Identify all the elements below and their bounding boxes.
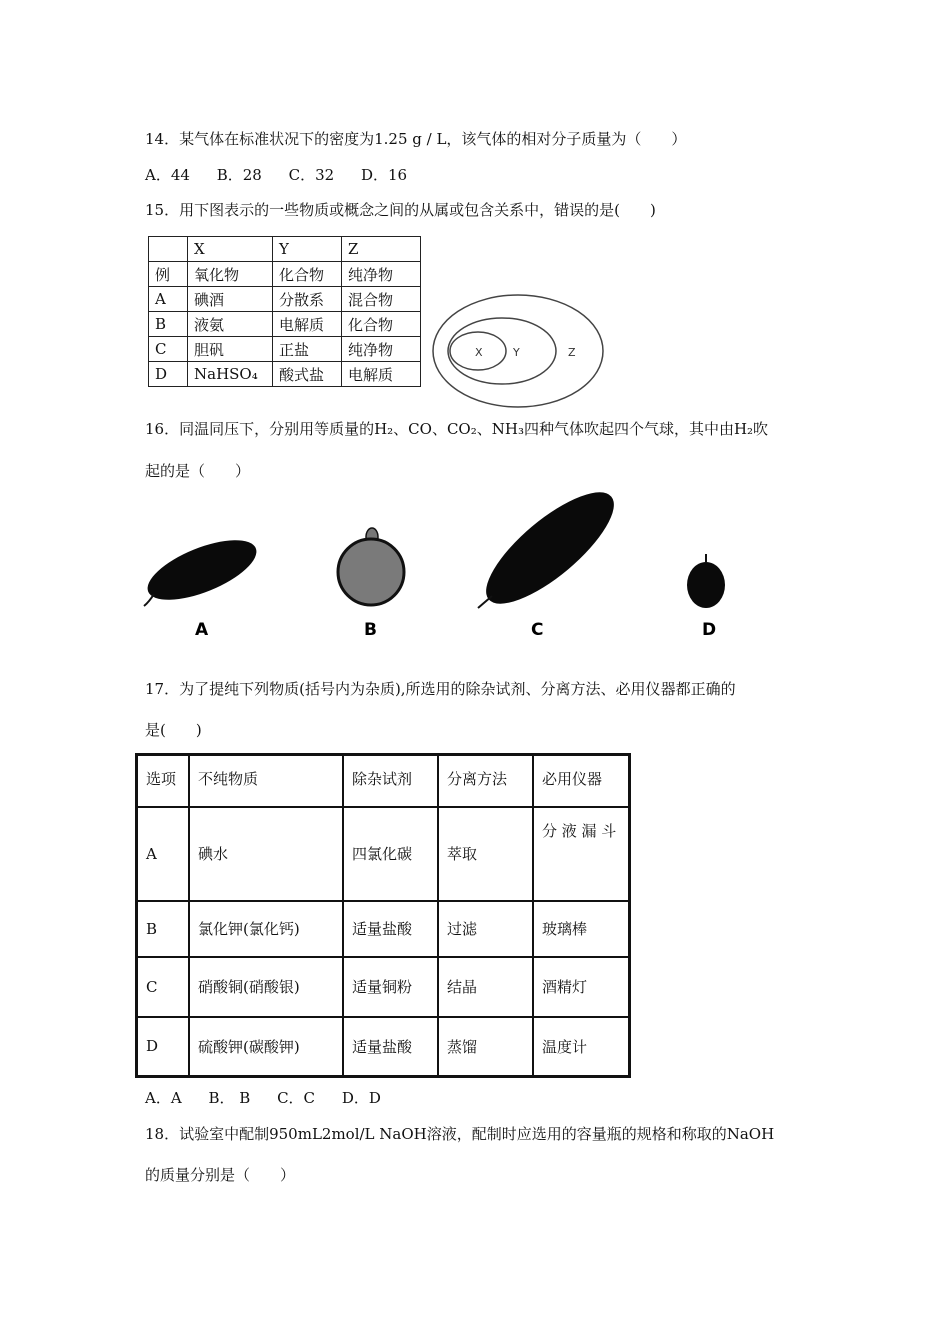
- table-cell: [149, 237, 188, 262]
- table-cell: 四氯化碳: [343, 807, 438, 901]
- table-cell: 分离方法: [438, 755, 533, 807]
- table-row: [149, 262, 421, 287]
- table-cell: 纯净物: [342, 337, 421, 362]
- table-cell: B: [137, 901, 190, 957]
- table-row: [137, 901, 630, 957]
- table-row: [137, 1017, 630, 1077]
- table-cell: 适量铜粉: [343, 957, 438, 1017]
- q17-choice-a: A．A: [145, 1089, 182, 1107]
- q14-choice-b: B．28: [216, 166, 262, 184]
- table-cell: 选项: [137, 755, 190, 807]
- table-cell: 酸式盐: [273, 362, 342, 387]
- table-cell: 蒸馏: [438, 1017, 533, 1077]
- q16-stem-line2: 起的是（ ）: [145, 462, 251, 480]
- balloon-label-d: D: [702, 620, 717, 640]
- table-row: [149, 287, 421, 312]
- q14-choice-a: A．44: [145, 166, 190, 184]
- table-cell: 硝酸铜(硝酸银): [189, 957, 343, 1017]
- table-cell: 适量盐酸: [343, 1017, 438, 1077]
- balloon-c-icon: [471, 490, 630, 621]
- table-cell: C: [149, 337, 188, 362]
- table-cell: 硫酸钾(碳酸钾): [189, 1017, 343, 1077]
- table-cell: 正盐: [273, 337, 342, 362]
- table-header-row: [137, 755, 630, 807]
- table-cell: 碘水: [189, 807, 343, 901]
- table-cell: 化合物: [342, 312, 421, 337]
- q15-stem: 15．用下图表示的一些物质或概念之间的从属或包含关系中，错误的是( ): [145, 201, 656, 219]
- table-cell: X: [188, 237, 273, 262]
- table-row: [137, 957, 630, 1017]
- table-cell: 电解质: [342, 362, 421, 387]
- table-cell: D: [149, 362, 188, 387]
- q18-stem-line1: 18．试验室中配制950mL2mol/L NaOH溶液，配制时应选用的容量瓶的规格和称取的NaOH: [145, 1125, 775, 1143]
- table-cell: 温度计: [533, 1017, 630, 1077]
- q17-choice-d: D．D: [341, 1089, 381, 1107]
- q14-choice-d: D．16: [360, 166, 408, 184]
- q15-table: [148, 236, 421, 387]
- table-cell: 酒精灯: [533, 957, 630, 1017]
- table-cell: Z: [342, 237, 421, 262]
- q17-choice-c: C．C: [277, 1089, 316, 1107]
- balloon-label-b: B: [364, 620, 377, 640]
- balloon-d-icon: [687, 554, 725, 608]
- q14-stem: 14．某气体在标准状况下的密度为1.25 g / L，该气体的相对分子质量为（ ）: [145, 130, 687, 148]
- table-cell: A: [137, 807, 190, 901]
- table-cell: C: [137, 957, 190, 1017]
- table-cell: 除杂试剂: [343, 755, 438, 807]
- table-cell: A: [149, 287, 188, 312]
- balloon-label-a: A: [195, 620, 209, 640]
- table-header-row: [149, 237, 421, 262]
- table-cell: 化合物: [273, 262, 342, 287]
- table-cell: 例: [149, 262, 188, 287]
- table-row: [149, 362, 421, 387]
- table-cell: B: [149, 312, 188, 337]
- q17-stem-line2: 是( ): [145, 721, 202, 739]
- table-row: [137, 807, 630, 901]
- table-cell: 氯化钾(氯化钙): [189, 901, 343, 957]
- q18-stem-line2: 的质量分别是（ ）: [145, 1166, 296, 1184]
- table-cell: 液氨: [188, 312, 273, 337]
- table-cell: 氧化物: [188, 262, 273, 287]
- balloon-label-c: C: [531, 620, 544, 640]
- table-cell: 碘酒: [188, 287, 273, 312]
- table-cell: 混合物: [342, 287, 421, 312]
- balloon-figure: [140, 490, 750, 645]
- diagram-label-z: Z: [568, 346, 576, 359]
- table-cell: Y: [273, 237, 342, 262]
- q17-choice-b: B． B: [208, 1089, 251, 1107]
- table-row: [149, 337, 421, 362]
- table-cell: D: [137, 1017, 190, 1077]
- table-cell: 适量盐酸: [343, 901, 438, 957]
- table-cell: NaHSO₄: [188, 362, 273, 387]
- table-cell: 不纯物质: [189, 755, 343, 807]
- q16-stem-line1: 16．同温同压下，分别用等质量的H₂、CO、CO₂、NH₃四种气体吹起四个气球，其中由H₂吹: [145, 420, 769, 438]
- table-cell: 分散系: [273, 287, 342, 312]
- balloon-b-icon: [338, 528, 404, 605]
- q14-choices: [145, 164, 429, 185]
- table-cell: 纯净物: [342, 262, 421, 287]
- table-cell: 胆矾: [188, 337, 273, 362]
- table-cell: 过滤: [438, 901, 533, 957]
- balloon-a-icon: [140, 528, 264, 612]
- table-cell: 电解质: [273, 312, 342, 337]
- table-cell: 萃取: [438, 807, 533, 901]
- q17-table: [135, 753, 631, 1078]
- table-cell: 分 液 漏 斗: [533, 807, 630, 901]
- nested-ellipses-diagram: [430, 292, 610, 412]
- diagram-label-y: Y: [513, 346, 520, 359]
- q17-stem-line1: 17．为了提纯下列物质(括号内为杂质),所选用的除杂试剂、分离方法、必用仪器都正确的: [145, 680, 736, 698]
- q14-choice-c: C．32: [288, 166, 335, 184]
- q17-choices: [145, 1087, 403, 1108]
- table-cell: 玻璃棒: [533, 901, 630, 957]
- diagram-label-x: X: [475, 346, 483, 359]
- table-row: [149, 312, 421, 337]
- table-cell: 必用仪器: [533, 755, 630, 807]
- table-cell: 结晶: [438, 957, 533, 1017]
